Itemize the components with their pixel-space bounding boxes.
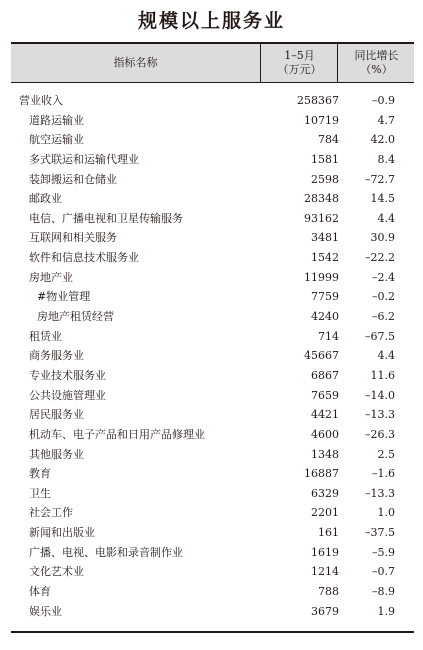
table-row <box>11 307 414 327</box>
table-row <box>11 366 414 386</box>
row-yoy-growth: 4.4 <box>377 211 395 225</box>
row-indicator-name: 卫生 <box>29 486 51 500</box>
table-row <box>11 543 414 563</box>
row-yoy-growth: –37.5 <box>365 526 395 540</box>
header-value-period: 1–5月 <box>284 49 315 62</box>
row-yoy-growth: –0.2 <box>372 290 395 304</box>
row-cumulative-value: 7659 <box>311 388 339 402</box>
row-yoy-growth: –8.9 <box>372 585 395 599</box>
row-yoy-growth: 1.0 <box>377 506 395 520</box>
row-yoy-growth: 2.5 <box>377 447 395 461</box>
row-indicator-name: 电信、广播电视和卫星传输服务 <box>29 211 183 225</box>
row-indicator-name: 邮政业 <box>29 192 62 206</box>
table-row <box>11 111 414 131</box>
row-indicator-name: 体育 <box>29 585 51 599</box>
row-yoy-growth: –1.6 <box>372 467 395 481</box>
row-indicator-name: 互联网和相关服务 <box>29 231 117 245</box>
row-yoy-growth: –0.7 <box>372 565 395 579</box>
row-cumulative-value: 7759 <box>311 290 339 304</box>
table-row <box>11 268 414 288</box>
row-yoy-growth: –14.0 <box>365 388 395 402</box>
row-cumulative-value: 1619 <box>311 545 339 559</box>
row-indicator-name: 公共设施管理业 <box>29 388 106 402</box>
row-cumulative-value: 4421 <box>311 408 339 422</box>
row-indicator-name: 航空运输业 <box>29 133 84 147</box>
row-yoy-growth: –22.2 <box>365 251 395 265</box>
row-indicator-name: 机动车、电子产品和日用产品修理业 <box>29 427 205 441</box>
table-bottom-rule <box>11 631 414 633</box>
table-row <box>11 386 414 406</box>
row-cumulative-value: 16887 <box>304 467 339 481</box>
row-yoy-growth: 14.5 <box>370 192 395 206</box>
row-indicator-name: 装卸搬运和仓储业 <box>29 172 117 186</box>
row-cumulative-value: 2201 <box>311 506 339 520</box>
row-indicator-name: 文化艺术业 <box>29 565 84 579</box>
row-cumulative-value: 4240 <box>311 310 339 324</box>
table-row <box>11 189 414 209</box>
row-cumulative-value: 161 <box>318 526 339 540</box>
table-body <box>11 91 414 621</box>
row-yoy-growth: 30.9 <box>370 231 395 245</box>
row-indicator-name: 软件和信息技术服务业 <box>29 251 139 265</box>
row-cumulative-value: 258367 <box>297 94 339 107</box>
row-indicator-name: 房地产业 <box>29 270 73 284</box>
row-cumulative-value: 28348 <box>304 192 339 206</box>
row-cumulative-value: 10719 <box>304 113 339 127</box>
row-cumulative-value: 6329 <box>311 486 339 500</box>
row-yoy-growth: –2.4 <box>372 270 395 284</box>
row-yoy-growth: 11.6 <box>370 368 395 382</box>
row-cumulative-value: 788 <box>318 585 339 599</box>
row-cumulative-value: 784 <box>318 133 339 147</box>
row-indicator-name: 道路运输业 <box>29 113 84 127</box>
row-yoy-growth: 4.7 <box>377 113 395 127</box>
row-indicator-name: 社会工作 <box>29 506 73 520</box>
row-yoy-growth: –0.9 <box>372 94 395 107</box>
page-title: 规模以上服务业 <box>137 10 285 32</box>
row-cumulative-value: 11999 <box>304 270 339 284</box>
table-row <box>11 327 414 347</box>
row-yoy-growth: 1.9 <box>377 604 395 618</box>
table-row <box>11 209 414 229</box>
table-row <box>11 248 414 268</box>
row-indicator-name: 新闻和出版业 <box>29 526 95 540</box>
table-row <box>11 602 414 622</box>
statistics-table <box>11 42 414 633</box>
header-growth-label: 同比增长 <box>354 49 399 62</box>
row-cumulative-value: 1214 <box>311 565 339 579</box>
row-indicator-name: 房地产租赁经营 <box>37 310 114 324</box>
row-yoy-growth: 4.4 <box>377 349 395 363</box>
row-cumulative-value: 93162 <box>304 211 339 225</box>
row-yoy-growth: –67.5 <box>365 329 395 343</box>
row-indicator-name: 其他服务业 <box>29 447 84 461</box>
header-value-unit: （万元） <box>277 63 322 76</box>
table-row <box>11 346 414 366</box>
row-cumulative-value: 1542 <box>311 251 339 265</box>
row-yoy-growth: –13.3 <box>365 408 395 422</box>
header-name-cell <box>11 44 260 82</box>
table-row <box>11 484 414 504</box>
row-indicator-name: #物业管理 <box>37 290 91 304</box>
row-yoy-growth: –72.7 <box>365 172 395 186</box>
row-yoy-growth: –26.3 <box>365 427 395 441</box>
row-indicator-name: 广播、电视、电影和录音制作业 <box>29 545 183 559</box>
row-cumulative-value: 1348 <box>311 447 339 461</box>
table-row <box>11 170 414 190</box>
table-row <box>11 523 414 543</box>
row-indicator-name: 商务服务业 <box>29 349 84 363</box>
table-row <box>11 562 414 582</box>
header-growth-cell <box>337 44 415 82</box>
table-row <box>11 287 414 307</box>
row-cumulative-value: 45667 <box>304 349 339 363</box>
row-cumulative-value: 6867 <box>311 368 339 382</box>
table-header <box>11 44 414 83</box>
table-row <box>11 91 414 111</box>
row-cumulative-value: 3481 <box>311 231 339 245</box>
row-indicator-name: 专业技术服务业 <box>29 368 106 382</box>
header-name-label: 指标名称 <box>113 56 158 69</box>
row-cumulative-value: 2598 <box>311 172 339 186</box>
row-indicator-name: 娱乐业 <box>29 604 62 618</box>
row-indicator-name: 租赁业 <box>29 329 62 343</box>
row-cumulative-value: 3679 <box>311 604 339 618</box>
row-yoy-growth: –6.2 <box>372 310 395 324</box>
row-indicator-name: 教育 <box>29 467 51 481</box>
table-row <box>11 228 414 248</box>
table-row <box>11 150 414 170</box>
row-indicator-name: 居民服务业 <box>29 408 84 422</box>
table-row <box>11 130 414 150</box>
row-indicator-name: 营业收入 <box>19 94 63 107</box>
row-yoy-growth: 8.4 <box>377 152 395 166</box>
row-cumulative-value: 714 <box>318 329 339 343</box>
row-cumulative-value: 1581 <box>311 152 339 166</box>
table-row <box>11 464 414 484</box>
table-row <box>11 582 414 602</box>
table-row <box>11 405 414 425</box>
row-indicator-name: 多式联运和运输代理业 <box>29 152 139 166</box>
header-value-cell <box>260 44 338 82</box>
table-row <box>11 503 414 523</box>
row-yoy-growth: –5.9 <box>372 545 395 559</box>
row-yoy-growth: 42.0 <box>370 133 395 147</box>
header-growth-unit: （%） <box>360 63 393 76</box>
table-row <box>11 445 414 465</box>
table-row <box>11 425 414 445</box>
row-yoy-growth: –13.3 <box>365 486 395 500</box>
row-cumulative-value: 4600 <box>311 427 339 441</box>
